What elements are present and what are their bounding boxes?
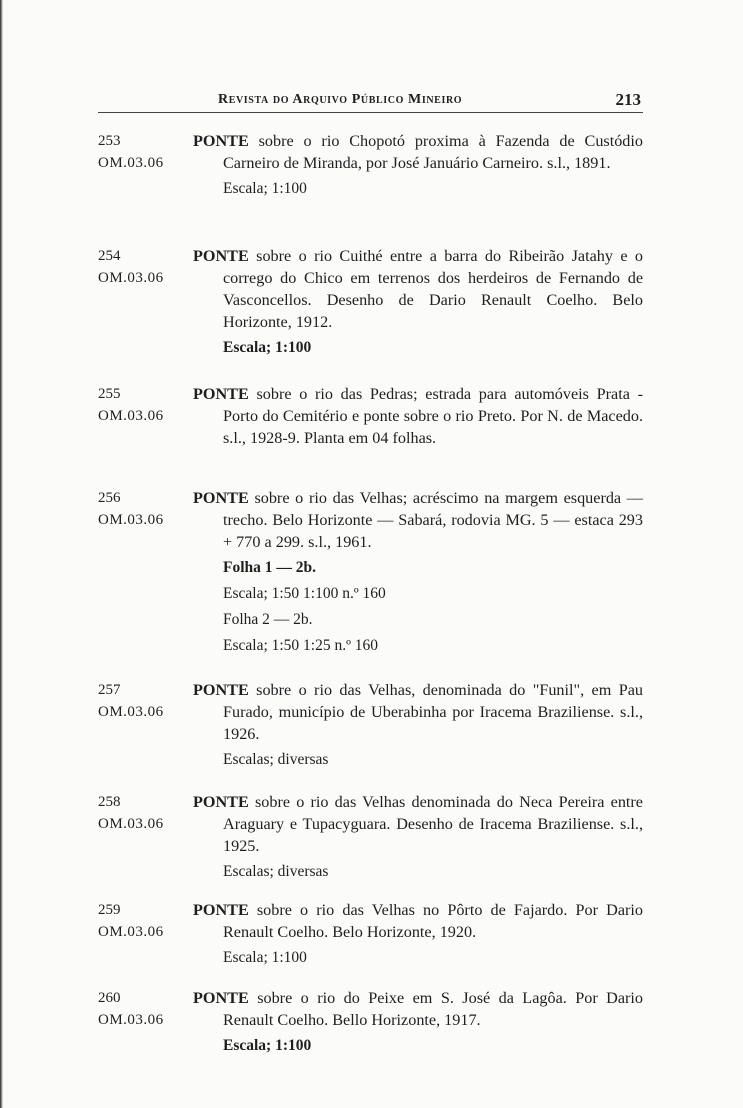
entry-note: Escala; 1:100 (223, 339, 312, 356)
catalog-entry (98, 383, 643, 487)
entry-code: OM.03.06 (98, 816, 164, 832)
entry-note: Folha 2 — 2b. (223, 611, 313, 628)
entry-title: PONTE sobre o rio das Velhas no Pôrto de Fajardo. Por Dario Renault Coelho. Belo Horizonte, 1920. (193, 901, 643, 941)
page-header (98, 88, 643, 112)
entry-number: 258 (98, 794, 121, 810)
entry-code: OM.03.06 (98, 512, 164, 528)
entry-title: PONTE sobre o rio Chopotó proxima à Fazenda de Custódio Carneiro de Miranda, por José Januário Carneiro. s.l., 1891. (193, 132, 643, 172)
entry-title: PONTE sobre o rio das Velhas, denominada do "Funil", em Pau Furado, município de Uberabinha por Iracema Braziliense. s.l., 1926. (193, 681, 643, 743)
entry-code: OM.03.06 (98, 924, 164, 940)
catalog-entry (98, 899, 643, 987)
entry-note: Escala; 1:100 (223, 180, 307, 197)
entry-number: 259 (98, 902, 121, 918)
entry-code: OM.03.06 (98, 155, 164, 171)
entry-title: PONTE sobre o rio das Pedras; estrada para automóveis Prata - Porto do Cemitério e ponte sobre o rio Preto. Por N. de Macedo. s.l., 1928-9. Planta em 04 folhas. (193, 385, 643, 447)
entry-title: PONTE sobre o rio Cuithé entre a barra do Ribeirão Jatahy e o corrego do Chico em terrenos dos herdeiros de Fernando de Vasconcellos. Desenho de Dario Renault Coelho. Belo Horizonte, 1912. (193, 247, 643, 331)
entry-note: Escala; 1:50 1:100 n.º 160 (223, 585, 386, 602)
entry-number: 260 (98, 990, 121, 1006)
catalog-entry (98, 791, 643, 899)
entry-note: Escala; 1:100 (223, 1037, 312, 1054)
entry-number: 255 (98, 386, 121, 402)
entry-note: Escala; 1:50 1:25 n.º 160 (223, 637, 379, 654)
entry-title: PONTE sobre o rio das Velhas denominada do Neca Pereira entre Araguary e Tupacyguara. Desenho de Iracema Braziliense. s.l., 1925. (193, 793, 643, 855)
entry-number: 256 (98, 490, 121, 506)
catalog-entry (98, 130, 643, 245)
header-rule (98, 112, 643, 113)
catalog-entry (98, 245, 643, 383)
page-number: 213 (615, 90, 641, 109)
entry-title: PONTE sobre o rio do Peixe em S. José da Lagôa. Por Dario Renault Coelho. Bello Horizonte, 1917. (193, 989, 643, 1029)
entry-note: Escalas; diversas (223, 751, 329, 768)
entry-number: 253 (98, 133, 121, 149)
scan-edge (0, 0, 3, 1108)
catalog-entries (98, 130, 643, 1067)
entry-code: OM.03.06 (98, 270, 164, 286)
entry-number: 254 (98, 248, 121, 264)
entry-number: 257 (98, 682, 121, 698)
entry-code: OM.03.06 (98, 704, 164, 720)
catalog-entry (98, 487, 643, 679)
catalog-entry (98, 679, 643, 791)
entry-note: Escalas; diversas (223, 863, 329, 880)
entry-note: Escala; 1:100 (223, 949, 307, 966)
entry-note: Folha 1 — 2b. (223, 559, 317, 576)
catalog-entry (98, 987, 643, 1067)
entry-title: PONTE sobre o rio das Velhas; acréscimo na margem esquerda — trecho. Belo Horizonte — Sabará, rodovia MG. 5 — estaca 293 + 770 a 299. s.l., 1961. (193, 489, 643, 551)
entry-code: OM.03.06 (98, 408, 164, 424)
entry-code: OM.03.06 (98, 1012, 164, 1028)
running-title: Revista do Arquivo Público Mineiro (218, 92, 463, 107)
